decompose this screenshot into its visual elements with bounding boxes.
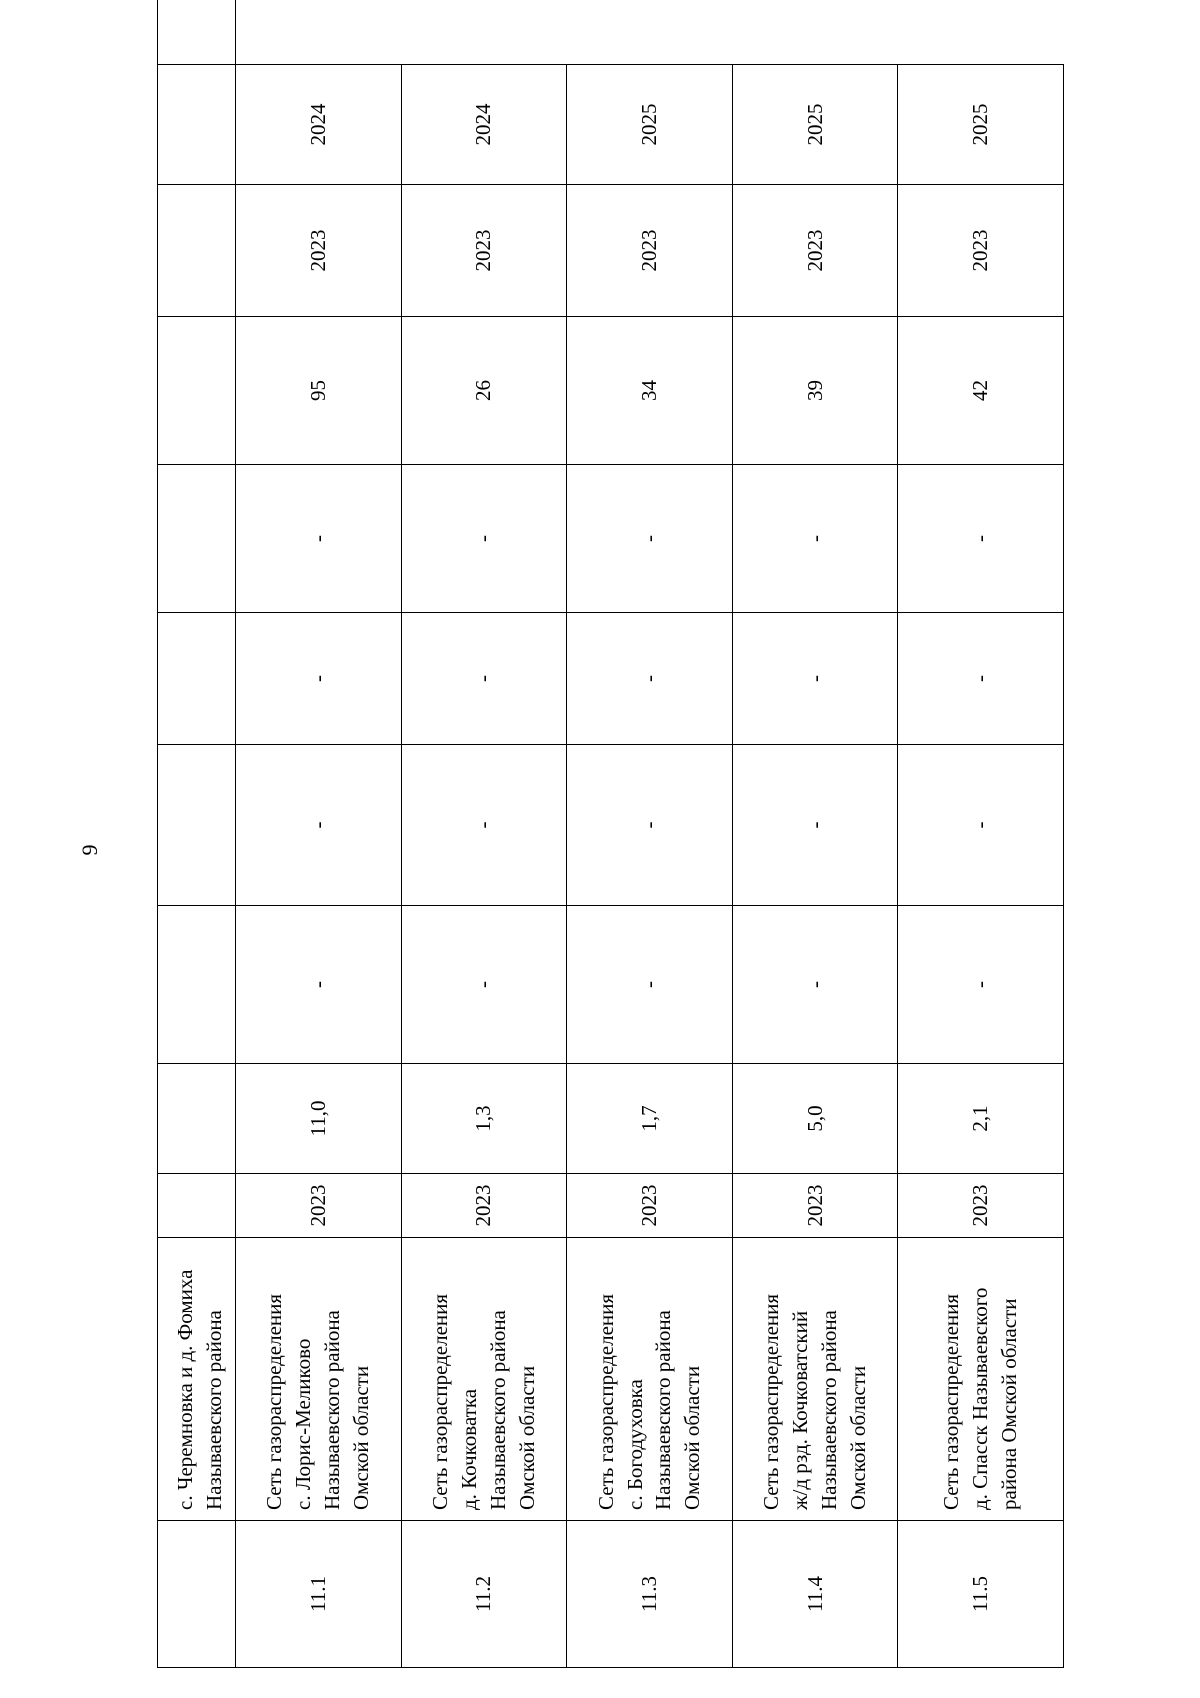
empty-cell: [158, 465, 236, 613]
name-line: Сеть газораспределения: [427, 1293, 452, 1510]
start-year-cell: 2023: [236, 185, 402, 317]
value-cell: -: [567, 465, 733, 613]
length-cell: 11,0: [236, 1064, 402, 1174]
count-cell: 26: [401, 317, 567, 465]
table-row: [567, 0, 733, 1668]
table-row: [732, 0, 898, 1668]
year-cell: 2023: [567, 1174, 733, 1238]
row-number: 11.1: [236, 1521, 402, 1668]
value-cell: -: [401, 613, 567, 745]
object-name: [401, 1238, 567, 1521]
name-line: Сеть газораспределения: [593, 1293, 618, 1510]
start-year-cell: 2023: [732, 185, 898, 317]
empty-cell: [158, 745, 236, 906]
name-line: с. Лорис-Меликово: [291, 1338, 316, 1510]
end-year-cell: 2025: [898, 65, 1064, 185]
table-row: [898, 0, 1064, 1668]
count-cell: 42: [898, 317, 1064, 465]
start-year-cell: 2023: [567, 185, 733, 317]
length-cell: 1,3: [401, 1064, 567, 1174]
name-line: Называевского района: [651, 1310, 676, 1510]
count-cell: 39: [732, 317, 898, 465]
continuation-row: [158, 0, 236, 1668]
name-line: Сеть газораспределения: [262, 1293, 287, 1510]
empty-cell: [158, 906, 236, 1064]
value-cell: -: [898, 465, 1064, 613]
name-line: ж/д рзд. Кочковатский: [788, 1310, 813, 1510]
value-cell: -: [236, 613, 402, 745]
name-line: Сеть газораспределения: [939, 1293, 964, 1510]
length-cell: 5,0: [732, 1064, 898, 1174]
value-cell: -: [567, 745, 733, 906]
object-name: [158, 1238, 236, 1521]
gasification-table: [157, 0, 1063, 1668]
object-name: [236, 1238, 402, 1521]
value-cell: -: [401, 745, 567, 906]
object-name: [567, 1238, 733, 1521]
name-line: района Омской области: [997, 1298, 1022, 1510]
empty-cell: [158, 0, 236, 65]
length-cell: 1,7: [567, 1064, 733, 1174]
name-line: Называевского района: [485, 1310, 510, 1510]
name-line: Омской области: [680, 1365, 705, 1510]
object-name: [732, 1238, 898, 1521]
table-row: [401, 0, 567, 1668]
row-number: 11.5: [898, 1521, 1064, 1668]
name-line: Называевского района: [320, 1310, 345, 1510]
row-number: [158, 1521, 236, 1668]
name-line: Называевского района: [817, 1310, 842, 1510]
end-year-cell: 2024: [236, 65, 402, 185]
name-line: Омской области: [514, 1365, 539, 1510]
empty-cell: [158, 1064, 236, 1174]
value-cell: -: [898, 613, 1064, 745]
empty-cell: [158, 613, 236, 745]
value-cell: -: [236, 906, 402, 1064]
row-number: 11.3: [567, 1521, 733, 1668]
name-line: д. Спасск Называевского: [968, 1287, 993, 1510]
row-number: 11.2: [401, 1521, 567, 1668]
year-cell: 2023: [732, 1174, 898, 1238]
length-cell: 2,1: [898, 1064, 1064, 1174]
value-cell: -: [401, 465, 567, 613]
value-cell: -: [236, 745, 402, 906]
value-cell: -: [236, 465, 402, 613]
value-cell: -: [732, 906, 898, 1064]
value-cell: -: [732, 465, 898, 613]
end-year-cell: 2024: [401, 65, 567, 185]
end-year-cell: 2025: [567, 65, 733, 185]
name-line: с. Черемновка и д. Фомиха: [173, 1269, 198, 1510]
name-line: Называевского района: [202, 1310, 227, 1510]
value-cell: -: [898, 906, 1064, 1064]
object-name: [898, 1238, 1064, 1521]
table-row: [236, 0, 402, 1668]
value-cell: -: [732, 745, 898, 906]
row-number: 11.4: [732, 1521, 898, 1668]
value-cell: -: [732, 613, 898, 745]
value-cell: -: [401, 906, 567, 1064]
end-year-cell: 2025: [732, 65, 898, 185]
count-cell: 34: [567, 317, 733, 465]
page-number: 9: [77, 844, 102, 856]
value-cell: -: [567, 613, 733, 745]
year-cell: 2023: [898, 1174, 1064, 1238]
empty-cell: [158, 65, 236, 185]
name-line: д. Кочковатка: [456, 1388, 481, 1510]
name-line: Омской области: [846, 1365, 871, 1510]
name-line: Омской области: [349, 1365, 374, 1510]
value-cell: -: [898, 745, 1064, 906]
name-line: с. Богодуховка: [622, 1379, 647, 1510]
year-cell: 2023: [401, 1174, 567, 1238]
start-year-cell: 2023: [401, 185, 567, 317]
empty-cell: [158, 317, 236, 465]
start-year-cell: 2023: [898, 185, 1064, 317]
empty-cell: [158, 185, 236, 317]
year-cell: 2023: [236, 1174, 402, 1238]
empty-cell: [158, 1174, 236, 1238]
count-cell: 95: [236, 317, 402, 465]
name-line: Сеть газораспределения: [759, 1293, 784, 1510]
value-cell: -: [567, 906, 733, 1064]
